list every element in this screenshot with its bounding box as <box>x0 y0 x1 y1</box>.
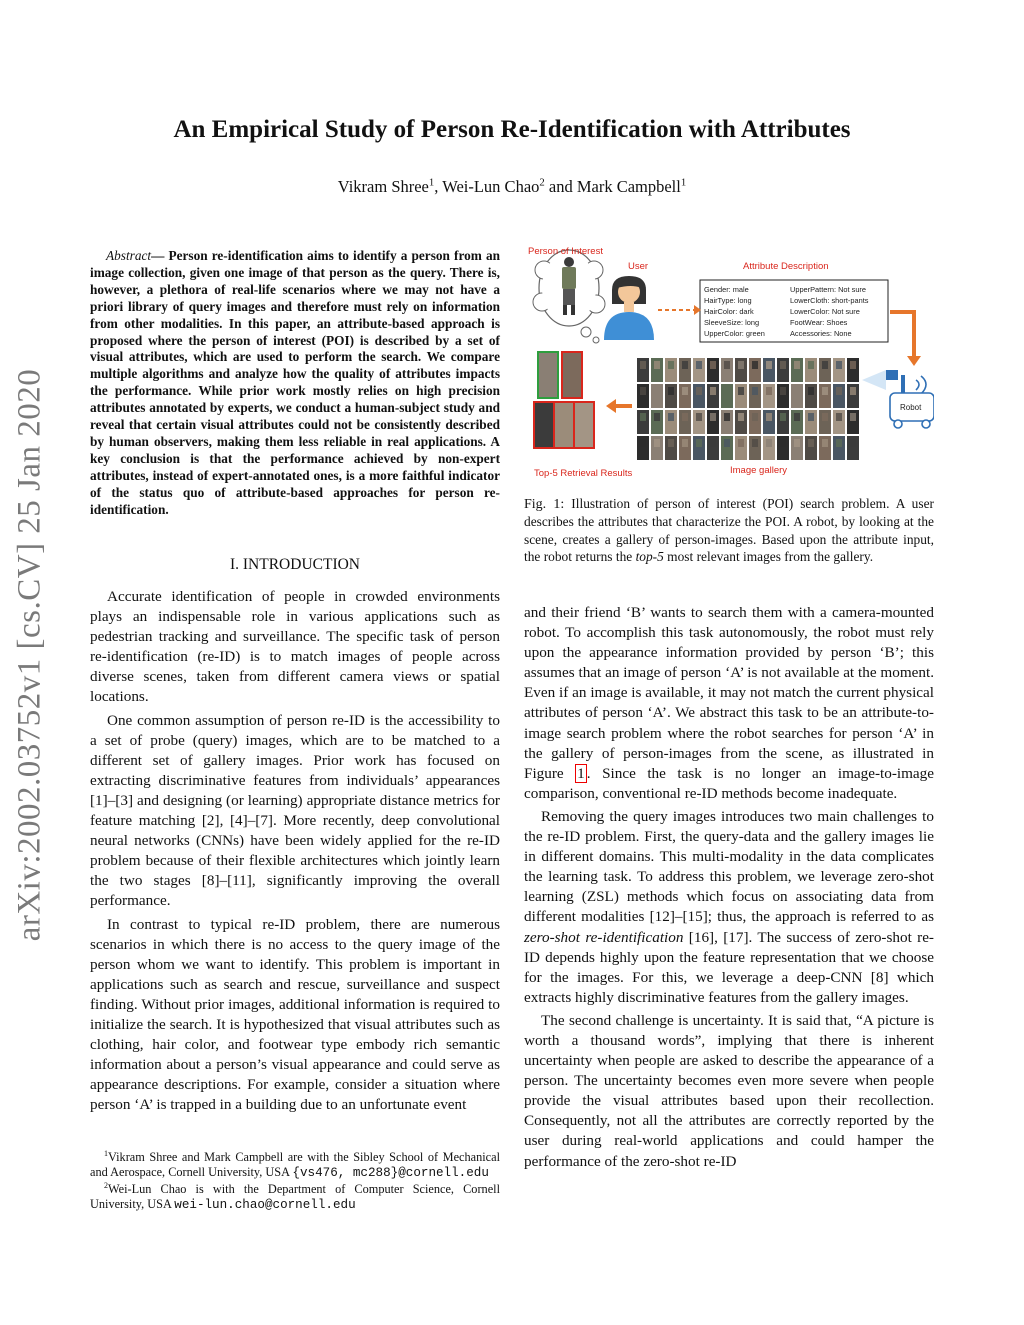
footnote-text: Vikram Shree and Mark Campbell are with the Sibley School of Mechanical and Aerospace, Cornell University, USA <box>90 1150 500 1180</box>
gallery-thumbnail-detail <box>640 361 646 369</box>
arrow-head-icon <box>606 399 616 413</box>
gallery-thumbnail-detail <box>808 387 814 395</box>
gallery-thumbnail-detail <box>668 413 674 421</box>
paragraph: One common assumption of person re-ID is the accessibility to a set of probe (query) images, which are to be matched to a different set of gallery images. Prior work has focused on extracting discriminative features from individuals’ appearances [1]–[3] and designing (or learning) appropriate distance metrics for feature matching [2], [4]–[7]. More recently, deep convolutional neural networks (CNNs) have been widely applied for the re-ID problem because of their flexible architectures which jointly learn the two stages [8]–[11], significantly improving the overall performance. <box>90 711 500 910</box>
footnote-mark: 1 <box>104 1148 108 1158</box>
gallery-thumbnail-detail <box>710 439 716 447</box>
affiliation-mark: 1 <box>428 176 435 189</box>
caption-label: Fig. 1: <box>524 497 565 512</box>
gallery-thumbnail-detail <box>822 413 828 421</box>
attribute-item: LowerCloth: short-pants <box>790 296 869 305</box>
arxiv-stamp <box>0 0 60 1325</box>
user-icon <box>604 276 654 340</box>
section-heading: I. INTRODUCTION <box>229 556 360 573</box>
attribute-item: Accessories: None <box>790 329 852 338</box>
attribute-item: HairColor: dark <box>704 307 754 316</box>
gallery-thumbnail-detail <box>724 387 730 395</box>
gallery-thumbnail-detail <box>766 413 772 421</box>
gallery-thumbnail-detail <box>822 439 828 447</box>
poi-label: Person of Interest <box>528 246 603 257</box>
gallery-thumbnail-detail <box>654 387 660 395</box>
figure-1 <box>524 240 934 485</box>
attribute-item: FootWear: Shoes <box>790 318 848 327</box>
paragraph: In contrast to typical re-ID problem, there are numerous scenarios in which there is no access to the query image of the person whom we want to identify. This problem is important in applications such as search and rescue, surveillance and suspect finding. Without prior images, additional information is required to initialize the search. It is hypothesized that visual attributes such as clothing, hair color, and footwear type embody rich semantic information about a person’s visual appearance and could serve as appearance descriptions. For example, consider a situation where person ‘A’ is trapped in a building due to an unfortunate event <box>90 915 500 1114</box>
robot-label: Robot <box>900 403 922 412</box>
gallery-thumbnail-detail <box>668 439 674 447</box>
gallery-thumbnail-detail <box>682 413 688 421</box>
gallery-thumbnail-detail <box>682 361 688 369</box>
paragraph <box>524 603 934 804</box>
footnotes <box>90 1150 500 1214</box>
gallery-thumbnail-detail <box>696 439 702 447</box>
gallery-thumbnail-detail <box>752 439 758 447</box>
gallery-thumbnail-detail <box>850 413 856 421</box>
gallery-thumbnail-detail <box>710 361 716 369</box>
footnote-email: wei-lun.chao@cornell.edu <box>174 1198 356 1213</box>
gallery-thumbnail-detail <box>710 387 716 395</box>
gallery-thumbnail-detail <box>654 439 660 447</box>
footnote-mark: 2 <box>104 1180 108 1190</box>
paragraph-text: and their friend ‘B’ wants to search them with a camera-mounted robot. To accomplish this task autonomously, the robot must rely upon the appearance information provided by person ‘B’; this assumes that an image of person ‘A’ is not available at the moment. Even if an image is available, it may not match the current physical attributes of person ‘A’. We abstract this task to be an attribute-to-image search problem where the robot searches for person ‘A’ in the gallery of person-images from the scene, as illustrated in Figure <box>524 604 934 782</box>
abstract <box>90 248 500 519</box>
attr-title: Attribute Description <box>743 261 829 272</box>
gallery-thumbnail-detail <box>808 439 814 447</box>
gallery-thumbnail-detail <box>640 439 646 447</box>
affiliation-mark: 2 <box>539 176 545 189</box>
gallery-thumbnail-detail <box>836 387 842 395</box>
gallery-thumbnail-detail <box>766 361 772 369</box>
top5-label: Top-5 Retrieval Results <box>534 468 633 479</box>
gallery-thumbnail-detail <box>668 387 674 395</box>
gallery-thumbnail-detail <box>654 413 660 421</box>
footnote <box>90 1150 500 1182</box>
gallery-thumbnail-detail <box>836 361 842 369</box>
gallery-label: Image gallery <box>730 465 788 476</box>
gallery-thumbnail-detail <box>738 361 744 369</box>
paragraph <box>524 807 934 1008</box>
gallery-thumbnail-detail <box>850 387 856 395</box>
figure-illustration <box>524 240 934 485</box>
gallery-thumbnail-detail <box>850 361 856 369</box>
gallery-thumbnail-detail <box>794 439 800 447</box>
gallery-thumbnail-detail <box>668 361 674 369</box>
gallery-thumbnail-detail <box>794 413 800 421</box>
top5-thumbnail <box>554 402 574 448</box>
gallery-thumbnail-detail <box>766 387 772 395</box>
author-list <box>90 177 934 197</box>
orange-arrow <box>890 312 914 358</box>
gallery-thumbnail-detail <box>780 439 786 447</box>
paragraph-text: . Since the task is no longer an image-to-image comparison, conventional re-ID methods become inadequate. <box>524 764 935 802</box>
gallery-thumbnail-detail <box>654 361 660 369</box>
attribute-item: UpperColor: green <box>704 329 765 338</box>
author-separator: and <box>544 177 577 196</box>
figure-reference-link[interactable]: 1 <box>577 764 585 782</box>
abstract-dash: — <box>151 248 169 263</box>
arxiv-id: arXiv:2002.03752v1 [cs.CV] 25 Jan 2020 <box>11 368 48 942</box>
attribute-item: SleeveSize: long <box>704 318 760 327</box>
top5-results <box>534 352 594 448</box>
gallery-thumbnail-detail <box>822 387 828 395</box>
gallery-thumbnail-detail <box>710 413 716 421</box>
left-column <box>90 587 500 1115</box>
top5-thumbnail <box>574 402 594 448</box>
affiliation-mark: 1 <box>680 176 687 189</box>
arrow-head-icon <box>907 356 921 366</box>
attribute-item: UpperPattern: Not sure <box>790 285 866 294</box>
gallery-thumbnail-detail <box>794 361 800 369</box>
footnote-text: Wei-Lun Chao is with the Department of Computer Science, Cornell University, USA <box>90 1181 500 1212</box>
gallery-thumbnail-detail <box>780 361 786 369</box>
gallery-thumbnail-detail <box>738 387 744 395</box>
footnote-email: {vs476, mc288}@cornell.edu <box>292 1166 489 1181</box>
user-label: User <box>628 261 649 272</box>
attribute-item: Gender: male <box>704 285 749 294</box>
attribute-item: LowerColor: Not sure <box>790 307 860 316</box>
top5-thumbnail <box>538 352 558 398</box>
gallery-thumbnail-detail <box>822 361 828 369</box>
gallery-thumbnail-detail <box>724 439 730 447</box>
gallery-thumbnail-detail <box>836 439 842 447</box>
gallery-thumbnail-detail <box>752 413 758 421</box>
gallery-thumbnail-detail <box>724 361 730 369</box>
gallery-thumbnail-detail <box>780 413 786 421</box>
gallery-thumbnail-detail <box>724 413 730 421</box>
figure-caption <box>524 495 934 565</box>
gallery-thumbnail-detail <box>682 439 688 447</box>
gallery-thumbnail-detail <box>752 387 758 395</box>
footnote <box>90 1182 500 1214</box>
abstract-text: Person re-identification aims to identify a person from an image collection, given one image of that person as the query. There is, however, a plethora of real-life scenarios where we may not have a priori library of query images and therefore must rely on information from other modalities. In this paper, an attribute-based approach is proposed where the person of interest (POI) is described by a set of visual attributes, which are used to perform the search. We compare multiple algorithms and analyze how the quality of attributes impacts the performance. While prior work mostly relies on high precision attributes annotated by experts, we conduct a human-subject study and reveal that certain visual attributes could not be consistently described by human observers, making them less reliable in real applications. A key conclusion is that the performance achieved by non-expert attributes, instead of expert-annotated ones, is a more faithful indicator of the status quo of attribute-based approaches for person re-identification. <box>90 248 500 517</box>
gallery-thumbnail-detail <box>794 387 800 395</box>
right-column <box>524 603 934 1172</box>
paragraph-text: [16], [17]. The success of zero-shot re-ID depends highly upon the feature representation that we choose for the images. For this, we leverage a deep-CNN [8] which extracts highly discriminative features from the gallery images. <box>524 928 934 1006</box>
robot-icon <box>862 370 934 428</box>
author-name: Vikram Shree <box>337 177 429 196</box>
gallery-thumbnail-detail <box>808 413 814 421</box>
abstract-label: Abstract <box>106 248 152 263</box>
gallery-thumbnail-detail <box>640 413 646 421</box>
gallery-thumbnail-detail <box>850 439 856 447</box>
gallery-thumbnail-detail <box>696 413 702 421</box>
caption-text: most relevant images from the gallery. <box>663 548 874 564</box>
caption-emphasis: top-5 <box>635 548 664 564</box>
gallery-thumbnail-detail <box>766 439 772 447</box>
gallery-thumbnail-detail <box>738 413 744 421</box>
gallery-thumbnail-detail <box>696 387 702 395</box>
paragraph: The second challenge is uncertainty. It is said that, “A picture is worth a thousand words”, implying that there is inherent uncertainty when people are asked to describe the appearance of a person. The uncertainty becomes even more severe when people provide the visual attributes based upon their recollection. Consequently, not all the attributes are correctly reported by the user during real-world applications and could hamper the performance of the zero-shot re-ID <box>524 1011 934 1170</box>
caption-text: Illustration of person of interest (POI) search problem. A user describes the attributes that characterize the POI. A robot, by looking at the scene, creates a gallery of person-images. Based upon the attribute input, the robot returns the <box>524 496 934 564</box>
gallery-thumbnail-detail <box>836 413 842 421</box>
image-gallery <box>637 358 859 460</box>
author-name: Mark Campbell <box>576 177 681 196</box>
attribute-item: HairType: long <box>704 296 752 305</box>
gallery-thumbnail-detail <box>696 361 702 369</box>
paragraph-emphasis: zero-shot re-identification <box>524 928 684 946</box>
author-name: Wei-Lun Chao <box>442 177 540 196</box>
author-separator: , <box>434 177 443 196</box>
paragraph: Accurate identification of people in crowded environments plays an indispensable role in various applications such as pedestrian tracking and surveillance. The specific task of person re-identification (re-ID) is to match images of people across diverse scenes, taken from different camera views or spatial locations. <box>90 588 500 706</box>
top5-thumbnail <box>534 402 554 448</box>
gallery-thumbnail-detail <box>780 387 786 395</box>
paper-title: An Empirical Study of Person Re-Identification with Attributes <box>173 116 851 143</box>
gallery-thumbnail-detail <box>640 387 646 395</box>
gallery-thumbnail-detail <box>752 361 758 369</box>
gallery-thumbnail-detail <box>738 439 744 447</box>
gallery-thumbnail-detail <box>808 361 814 369</box>
top5-thumbnail <box>562 352 582 398</box>
paragraph-text: Removing the query images introduces two main challenges to the re-ID problem. First, the query-data and the gallery images lie in different domains. This multi-modality in the data complicates the learning task. To address this problem, we leverage zero-shot learning (ZSL) methods which focus on associating data from different modalities [12]–[15]; thus, the approach is referred to as <box>524 807 934 926</box>
gallery-thumbnail-detail <box>682 387 688 395</box>
